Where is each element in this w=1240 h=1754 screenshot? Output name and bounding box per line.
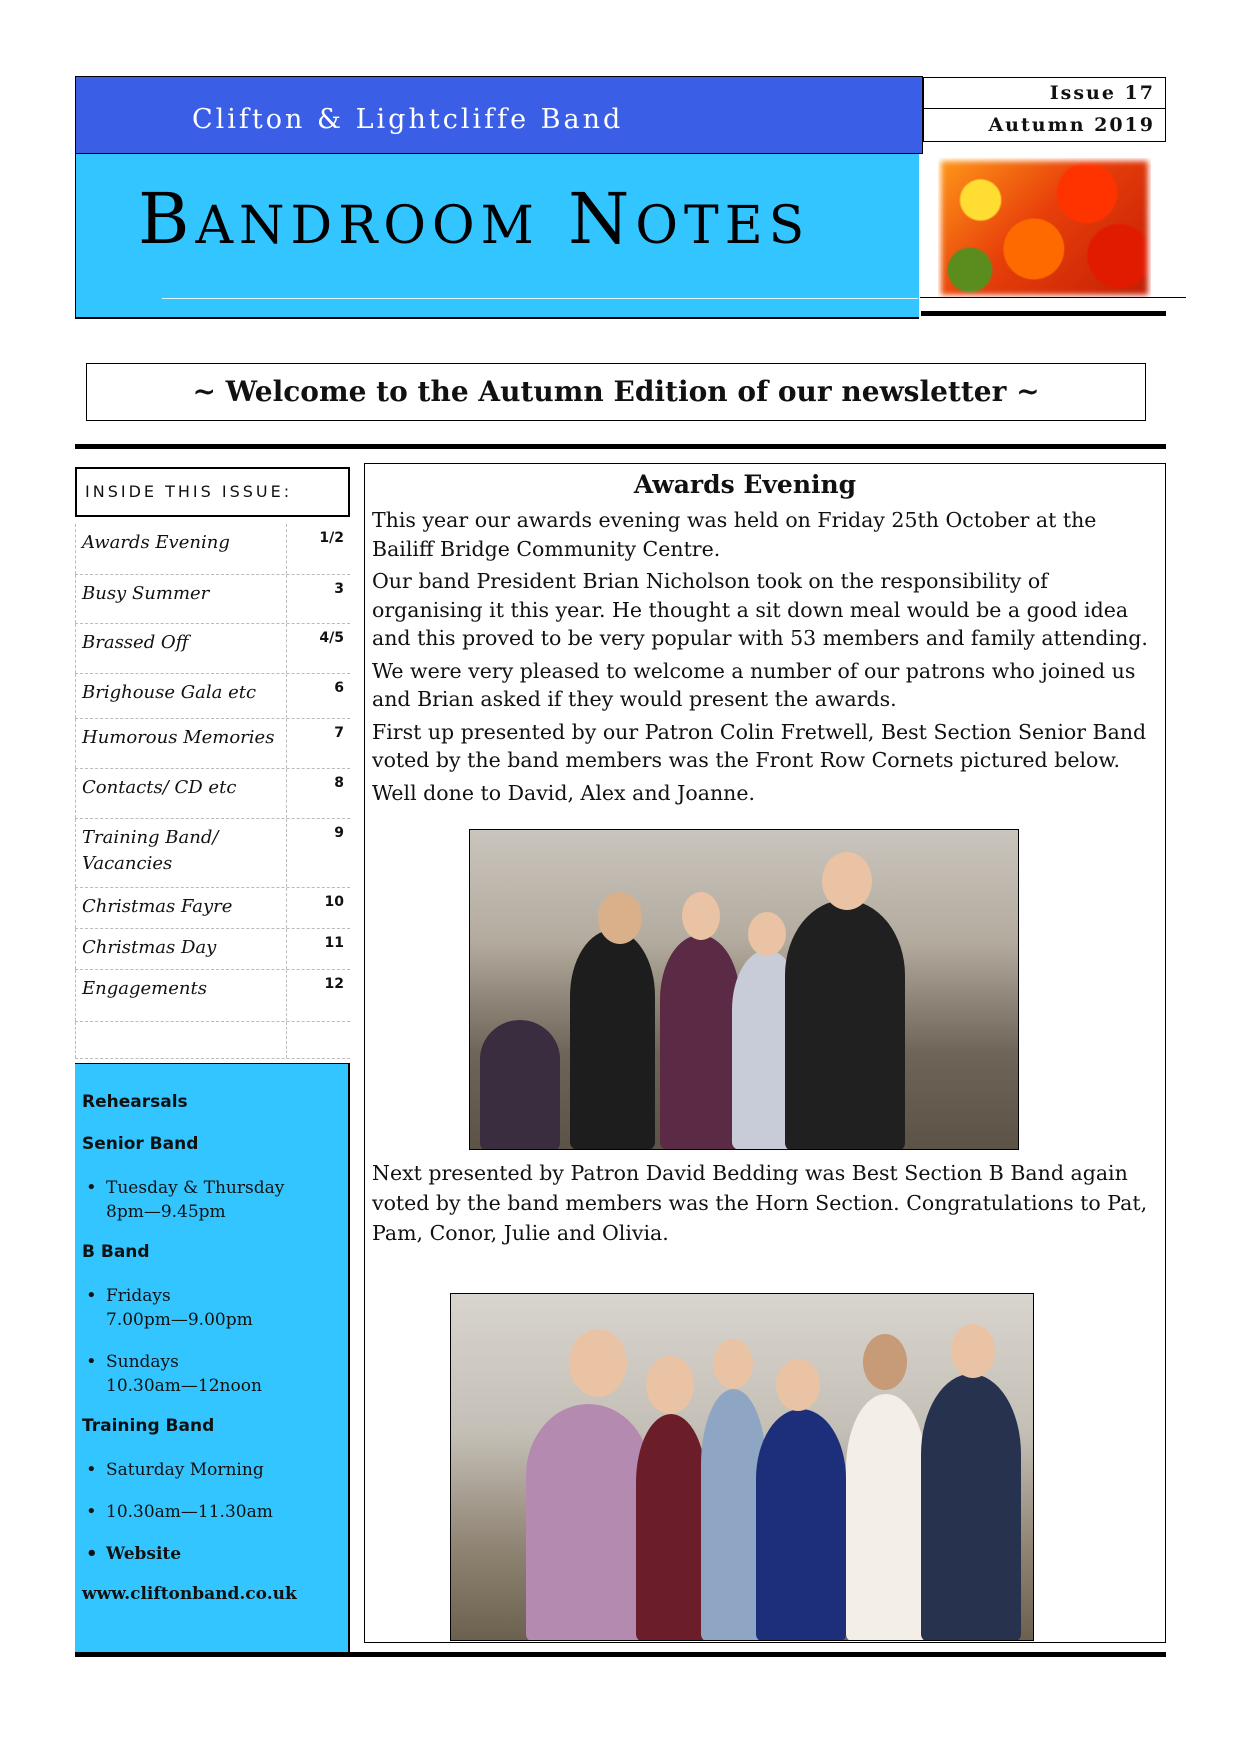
toc-item-page: 3 [334, 581, 344, 597]
masthead-thick-rule [921, 311, 1166, 316]
toc-row [75, 1022, 350, 1059]
article-body-continued [372, 1158, 1162, 1248]
toc-row [75, 624, 350, 674]
toc-row [75, 575, 350, 624]
photo-figure-head [863, 1334, 907, 1390]
photo-figure [526, 1404, 651, 1641]
photo-figure-head [951, 1324, 995, 1378]
toc-item-page: 6 [334, 680, 344, 696]
list-item: • Sundays 10.30am—12noon [82, 1350, 340, 1398]
toc-item-name: Training Band/ Vacancies [75, 819, 287, 887]
toc-row [75, 819, 350, 888]
welcome-banner: ~ Welcome to the Autumn Edition of our newsletter ~ [86, 363, 1146, 421]
toc-item-page: 4/5 [319, 630, 344, 646]
toc-item-name: Humorous Memories [75, 719, 287, 768]
toc-item-name [75, 1022, 287, 1058]
photo-figure-head [569, 1329, 627, 1397]
toc-item-page: 7 [334, 725, 344, 741]
toc-row [75, 769, 350, 819]
toc-item-name: Busy Summer [75, 575, 287, 623]
toc-item-page: 8 [334, 775, 344, 791]
training-band-times [82, 1458, 340, 1566]
photo-figure-head [682, 892, 720, 940]
photo-figure [785, 900, 905, 1150]
rehearsals-heading: Rehearsals [82, 1092, 188, 1112]
photo-figure [570, 930, 655, 1150]
photo-figure-head [748, 912, 786, 956]
website-url[interactable]: www.cliftonband.co.uk [82, 1584, 297, 1604]
article-body [372, 506, 1162, 811]
photo-figure [636, 1414, 706, 1641]
toc-item-page: 11 [324, 935, 344, 951]
toc-item-name: Brighouse Gala etc [75, 674, 287, 718]
toc-item-page: 9 [334, 825, 344, 841]
photo-figure-head [646, 1356, 694, 1414]
rehearsals-panel [75, 1063, 350, 1652]
toc-row [75, 888, 350, 929]
photo-figure [921, 1374, 1021, 1641]
toc-item-name: Christmas Day [75, 929, 287, 969]
photo-figure [846, 1394, 926, 1641]
toc-item-name: Christmas Fayre [75, 888, 287, 928]
masthead-thin-rule [920, 297, 1186, 298]
article-paragraph: This year our awards evening was held on Friday 25th October at the Bailiff Bridge Community Centre. [372, 508, 1097, 561]
toc-item-page: 12 [324, 976, 344, 992]
issue-number: Issue 17 [923, 77, 1166, 109]
toc-row [75, 970, 350, 1022]
photo-figure-head [822, 852, 872, 910]
section-divider [75, 444, 1166, 449]
toc-item-name: Contacts/ CD etc [75, 769, 287, 818]
photo-figure [756, 1409, 846, 1641]
title-underline [162, 298, 918, 299]
horn-section-award-photo [450, 1293, 1034, 1641]
b-band-times [82, 1284, 340, 1398]
toc-item-page: 1/2 [319, 530, 344, 546]
list-item: • Saturday Morning [82, 1458, 340, 1482]
b-band-heading: B Band [82, 1242, 150, 1262]
article-title: Awards Evening [633, 470, 857, 499]
cornets-award-photo [469, 829, 1019, 1150]
list-item: • 10.30am—11.30am [82, 1500, 340, 1524]
list-item: • Tuesday & Thursday 8pm—9.45pm [82, 1176, 340, 1224]
bottom-rule [75, 1652, 1166, 1657]
toc-item-page: 10 [324, 894, 344, 910]
issue-season: Autumn 2019 [923, 108, 1166, 142]
article-paragraph: We were very pleased to welcome a number of our patrons who joined us and Brian asked if they would present the awards. [372, 658, 1136, 711]
training-band-heading: Training Band [82, 1416, 215, 1436]
article-paragraph: Well done to David, Alex and Joanne. [372, 780, 755, 805]
band-name: Clifton & Lightcliffe Band [192, 104, 624, 135]
article-paragraph: Our band President Brian Nicholson took on the responsibility of organising it this year. He thought a sit down meal would be a good idea and this proved to be very popular with 53 members and family attending. [372, 569, 1148, 650]
toc-row [75, 524, 350, 575]
article-paragraph: Next presented by Patron David Bedding was Best Section B Band again voted by the band members was the Horn Section. Congratulations to Pat, Pam, Conor, Julie and Olivia. [372, 1161, 1148, 1245]
toc-item-name: Awards Evening [75, 524, 287, 574]
senior-band-heading: Senior Band [82, 1134, 199, 1154]
inside-this-issue-heading: INSIDE THIS ISSUE: [75, 467, 350, 517]
toc-item-name: Engagements [75, 970, 287, 1021]
senior-band-times [82, 1176, 340, 1224]
toc-row [75, 674, 350, 719]
article-paragraph: First up presented by our Patron Colin Fretwell, Best Section Senior Band voted by the band members was the Front Row Cornets pictured below. [372, 719, 1147, 772]
toc-row [75, 929, 350, 970]
photo-figure-head [713, 1339, 753, 1389]
newsletter-title: BANDROOM NOTES [138, 178, 811, 260]
toc-item-page [287, 1022, 350, 1058]
table-of-contents [75, 524, 350, 1059]
photo-figure [480, 1020, 560, 1150]
website-label: • Website [82, 1542, 340, 1566]
toc-item-name: Brassed Off [75, 624, 287, 673]
autumn-leaves-image [938, 158, 1151, 298]
photo-figure-head [776, 1359, 820, 1411]
toc-row [75, 719, 350, 769]
list-item: • Fridays 7.00pm—9.00pm [82, 1284, 340, 1332]
photo-figure [660, 935, 740, 1150]
photo-figure-head [598, 892, 642, 944]
